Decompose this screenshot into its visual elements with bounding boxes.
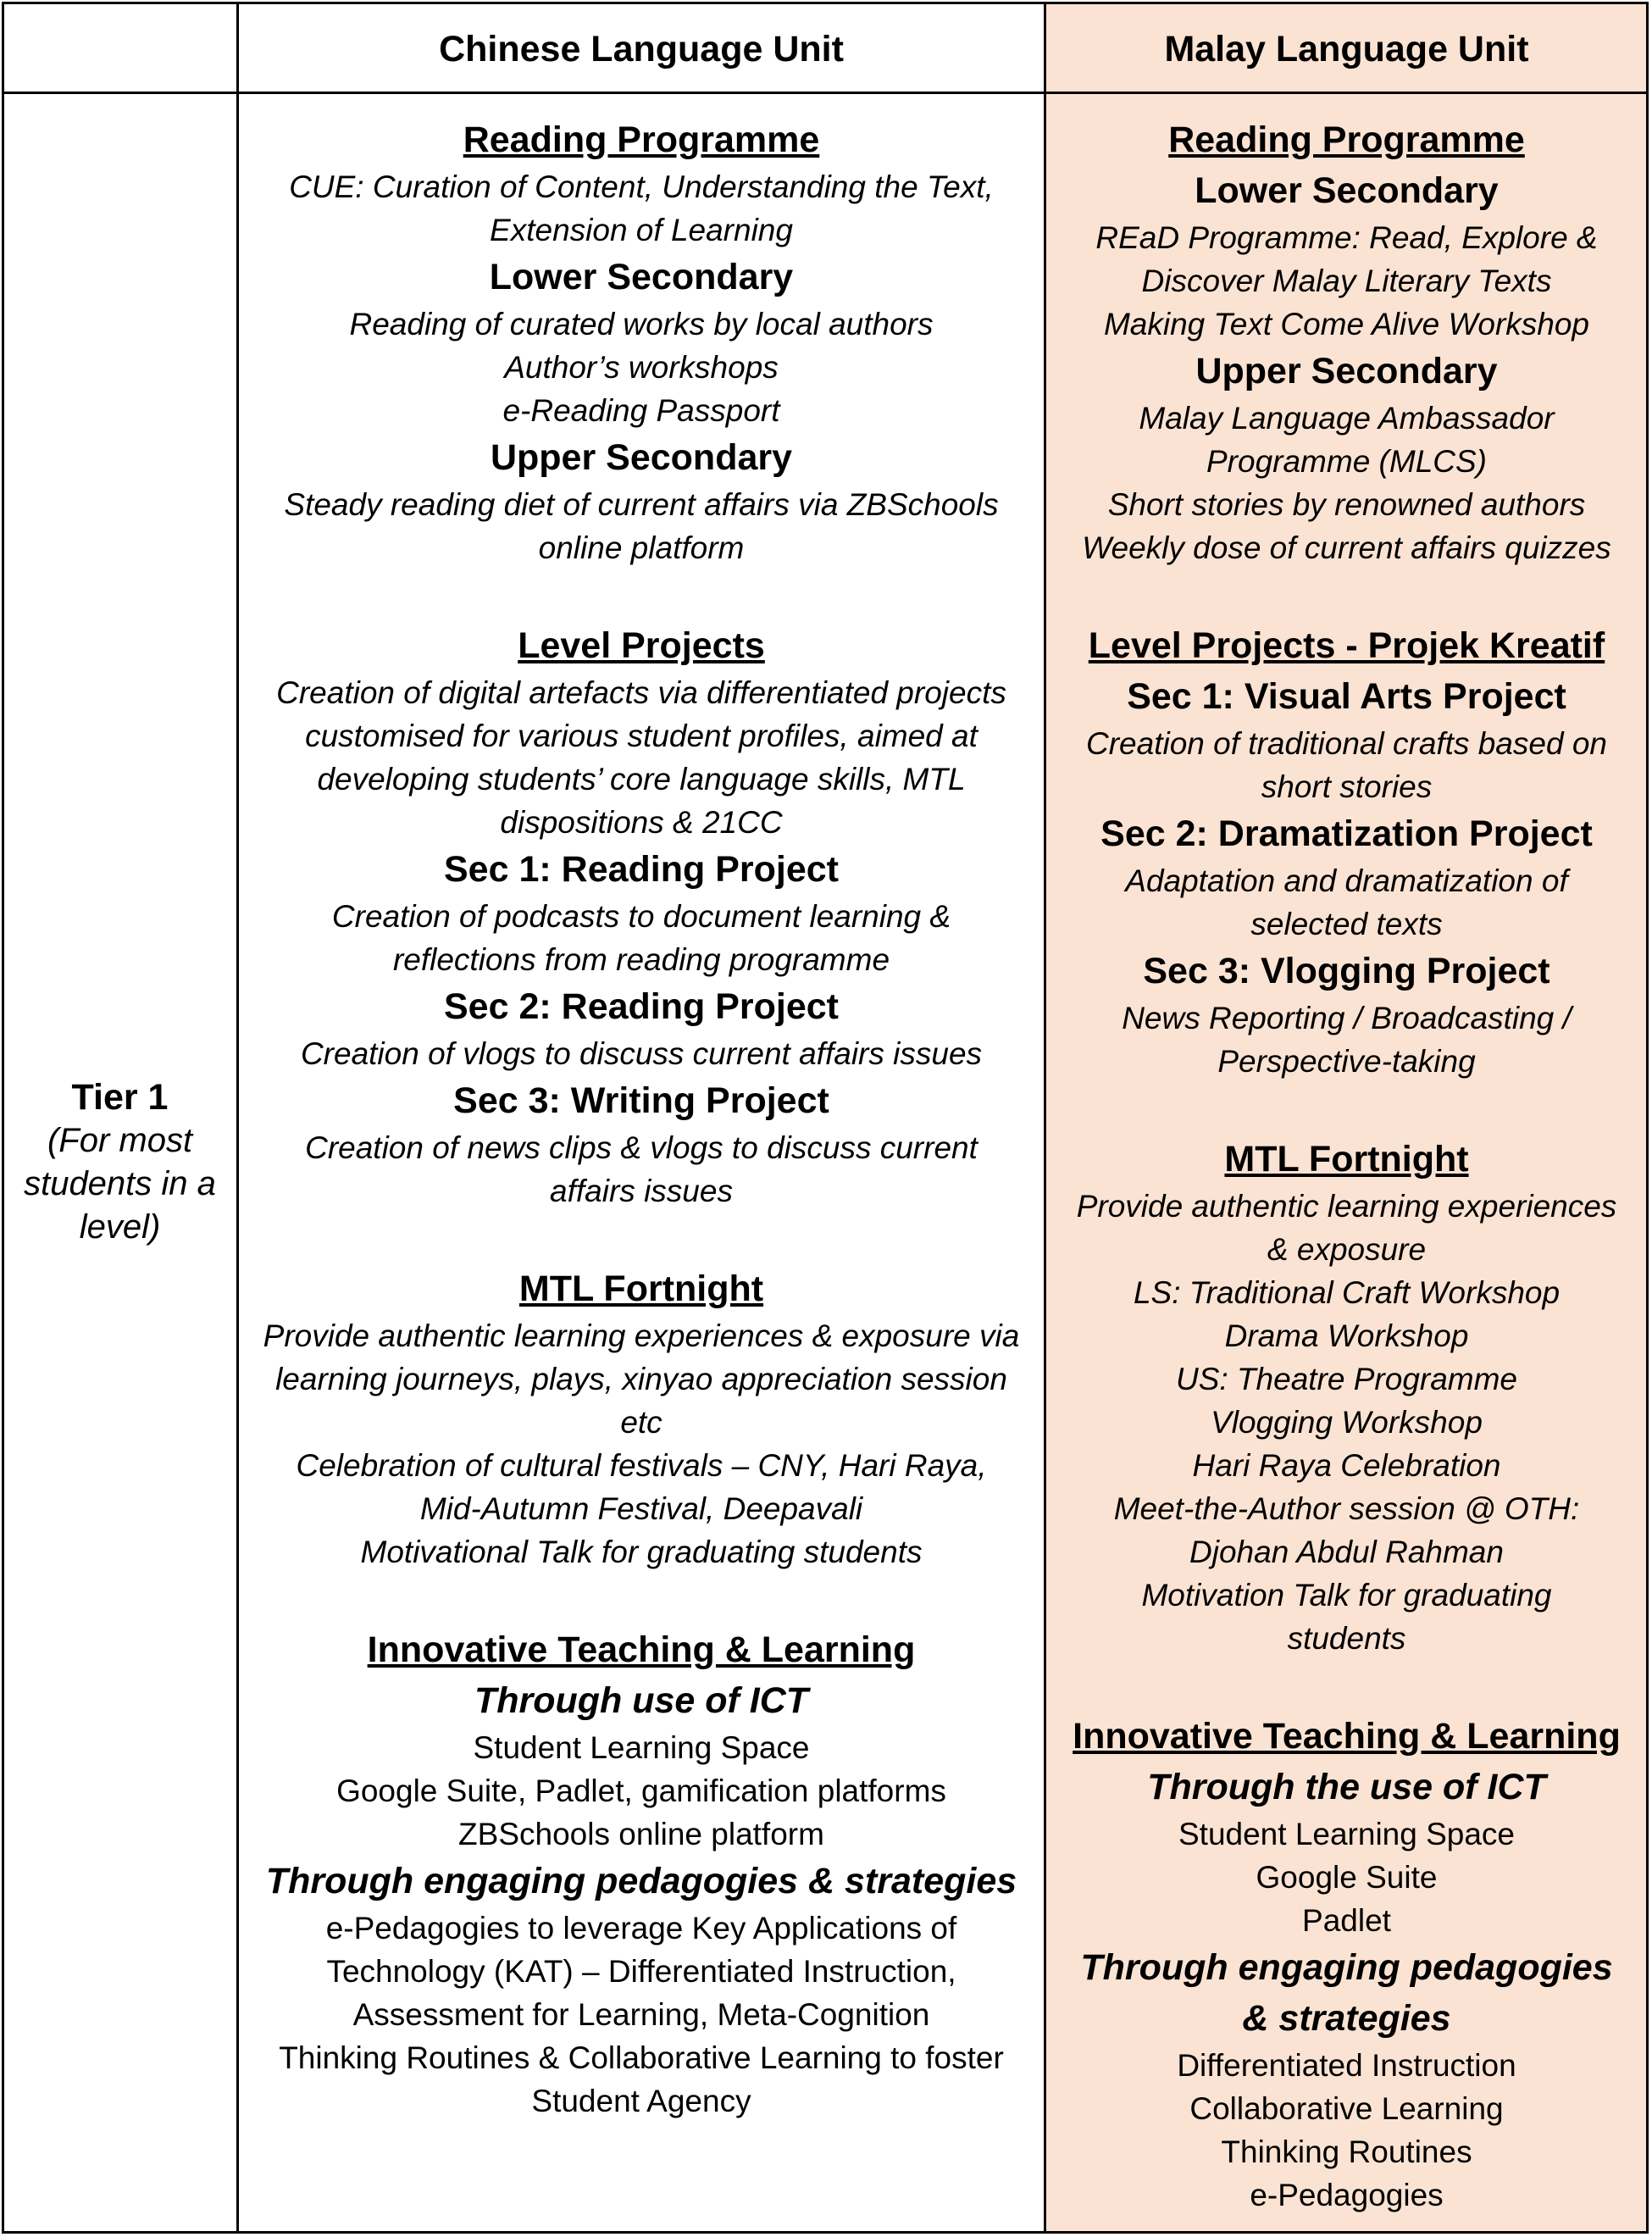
malay-item-text: Motivation Talk for graduating	[1141, 1578, 1552, 1613]
malay-item-text: Djohan Abdul Rahman	[1189, 1535, 1504, 1569]
malay-item-text: Adaptation and dramatization of	[1125, 863, 1568, 898]
malay-subheading: Upper Secondary	[1195, 351, 1498, 391]
malay-subheading: Sec 3: Vlogging Project	[1143, 951, 1550, 991]
malay-item-text: Creation of traditional crafts based on	[1086, 726, 1607, 761]
chinese-subheading: Lower Secondary	[489, 257, 794, 297]
malay-section-heading: Innovative Teaching & Learning	[1073, 1716, 1621, 1757]
malay-item-text: Malay Language Ambassador	[1139, 401, 1555, 436]
chinese-item-text: CUE: Curation of Content, Understanding the Text,	[289, 169, 994, 204]
tier-label-cell	[4, 1076, 236, 1249]
chinese-subheading: Sec 1: Reading Project	[444, 849, 839, 890]
malay-spacer	[1046, 1083, 1647, 1134]
malay-item-text: Google Suite	[1256, 1860, 1438, 1895]
malay-item-text: Student Learning Space	[1178, 1817, 1516, 1851]
malay-item-text: e-Pedagogies	[1250, 2178, 1444, 2212]
malay-item-text: Hari Raya Celebration	[1192, 1448, 1501, 1483]
chinese-item-text: reflections from reading programme	[392, 942, 890, 977]
malay-item-text: US: Theatre Programme	[1175, 1362, 1518, 1396]
malay-item-text: Meet-the-Author session @ OTH:	[1113, 1491, 1580, 1526]
malay-item-text: Programme (MLCS)	[1206, 444, 1487, 479]
chinese-item-text: Mid-Autumn Festival, Deepavali	[419, 1491, 863, 1526]
chinese-section-heading: MTL Fortnight	[518, 1268, 764, 1309]
chinese-item-text: e-Pedagogies to leverage Key Applications of	[325, 1911, 957, 1946]
malay-item-text: Collaborative Learning	[1189, 2091, 1504, 2126]
malay-item-text: LS: Traditional Craft Workshop	[1133, 1275, 1561, 1310]
malay-item-text: students	[1287, 1621, 1406, 1656]
malay-item-text: Vlogging Workshop	[1211, 1405, 1483, 1440]
malay-item-text: Weekly dose of current affairs quizzes	[1082, 530, 1611, 565]
header-chinese-language-unit: Chinese Language Unit	[439, 28, 844, 69]
chinese-spacer	[239, 1213, 1044, 1263]
malay-spacer	[1046, 569, 1647, 620]
malay-item-text: short stories	[1261, 769, 1433, 804]
malay-section-heading: Reading Programme	[1168, 119, 1525, 160]
chinese-item-text: affairs issues	[550, 1174, 733, 1208]
malay-column-content	[1046, 114, 1647, 2217]
chinese-item-text: Motivational Talk for graduating students	[360, 1535, 923, 1569]
chinese-subheading: Upper Secondary	[490, 437, 793, 478]
malay-item-text: News Reporting / Broadcasting /	[1122, 1001, 1572, 1035]
chinese-item-text: Extension of Learning	[490, 213, 793, 247]
malay-item-text: Differentiated Instruction	[1177, 2048, 1516, 2083]
chinese-item-text: learning journeys, plays, xinyao appreciation session	[275, 1362, 1007, 1396]
tier-subtitle-line: level)	[79, 1208, 161, 1246]
chinese-spacer	[239, 1574, 1044, 1624]
malay-item-text: & exposure	[1267, 1232, 1427, 1267]
chinese-item-text: Thinking Routines & Collaborative Learning to foster	[279, 2040, 1004, 2075]
chinese-section-heading: Level Projects	[518, 625, 765, 666]
chinese-column-content	[239, 114, 1044, 2123]
chinese-strategy-heading: Through engaging pedagogies & strategies	[265, 1861, 1017, 1901]
chinese-section-heading: Innovative Teaching & Learning	[367, 1629, 916, 1670]
chinese-item-text: Google Suite, Padlet, gamification platforms	[336, 1774, 946, 1808]
malay-section-heading: Level Projects - Projek Kreatif	[1088, 625, 1605, 666]
malay-item-text: REaD Programme: Read, Explore &	[1095, 220, 1598, 255]
chinese-item-text: Creation of news clips & vlogs to discuss current	[305, 1130, 978, 1165]
chinese-item-text: Student Learning Space	[473, 1730, 810, 1765]
tier-subtitle-line: (For most	[47, 1122, 193, 1159]
tier-title: Tier 1	[71, 1077, 169, 1118]
chinese-item-text: online platform	[538, 530, 745, 565]
malay-subheading: Sec 2: Dramatization Project	[1100, 813, 1593, 854]
malay-subheading: Sec 1: Visual Arts Project	[1127, 676, 1566, 717]
chinese-item-text: developing students’ core language skills, MTL	[317, 762, 966, 797]
chinese-subheading: Sec 3: Writing Project	[453, 1080, 829, 1121]
chinese-item-text: customised for various student profiles, aimed at	[305, 719, 978, 753]
malay-item-text: Perspective-taking	[1217, 1044, 1476, 1079]
malay-spacer	[1046, 1660, 1647, 1711]
header-cell-empty	[4, 4, 236, 94]
malay-subheading: Lower Secondary	[1195, 170, 1499, 211]
chinese-item-text: e-Reading Passport	[502, 393, 780, 428]
malay-item-text: Drama Workshop	[1224, 1318, 1469, 1353]
malay-item-text: Making Text Come Alive Workshop	[1103, 307, 1590, 341]
chinese-item-text: Assessment for Learning, Meta-Cognition	[352, 1997, 930, 2032]
malay-item-text: Short stories by renowned authors	[1107, 487, 1586, 522]
chinese-item-text: Provide authentic learning experiences & exposure via	[263, 1318, 1020, 1353]
chinese-item-text: Steady reading diet of current affairs via ZBSchools	[284, 487, 999, 522]
chinese-item-text: Creation of digital artefacts via differentiated projects	[276, 675, 1006, 710]
chinese-item-text: Reading of curated works by local authors	[349, 307, 934, 341]
chinese-item-text: Technology (KAT) – Differentiated Instruction,	[326, 1954, 956, 1989]
chinese-item-text: dispositions & 21CC	[500, 805, 783, 840]
chinese-item-text: Celebration of cultural festivals – CNY, Hari Raya,	[296, 1448, 987, 1483]
header-malay-language-unit: Malay Language Unit	[1164, 28, 1529, 69]
chinese-section-heading: Reading Programme	[463, 119, 820, 160]
chinese-item-text: ZBSchools online platform	[458, 1817, 824, 1851]
malay-item-text: Discover Malay Literary Texts	[1141, 264, 1552, 298]
chinese-item-text: Creation of vlogs to discuss current affairs issues	[300, 1036, 983, 1071]
malay-strategy-heading: Through the use of ICT	[1147, 1767, 1546, 1807]
malay-section-heading: MTL Fortnight	[1224, 1139, 1469, 1180]
malay-item-text: Padlet	[1302, 1903, 1391, 1938]
chinese-item-text: Creation of podcasts to document learning &	[331, 899, 951, 934]
chinese-spacer	[239, 569, 1044, 620]
malay-item-text: Provide authentic learning experiences	[1076, 1189, 1617, 1224]
malay-strategy-heading: Through engaging pedagogies	[1080, 1947, 1613, 1988]
tier-subtitle-line: students in a	[24, 1165, 216, 1202]
chinese-item-text: Student Agency	[531, 2084, 751, 2118]
malay-item-text: selected texts	[1250, 907, 1443, 941]
malay-item-text: Thinking Routines	[1221, 2134, 1472, 2169]
chinese-subheading: Sec 2: Reading Project	[444, 986, 839, 1027]
chinese-item-text: etc	[620, 1405, 662, 1440]
chinese-item-text: Author’s workshops	[504, 350, 779, 385]
malay-strategy-heading: & strategies	[1242, 1998, 1451, 2039]
chinese-strategy-heading: Through use of ICT	[474, 1680, 809, 1721]
